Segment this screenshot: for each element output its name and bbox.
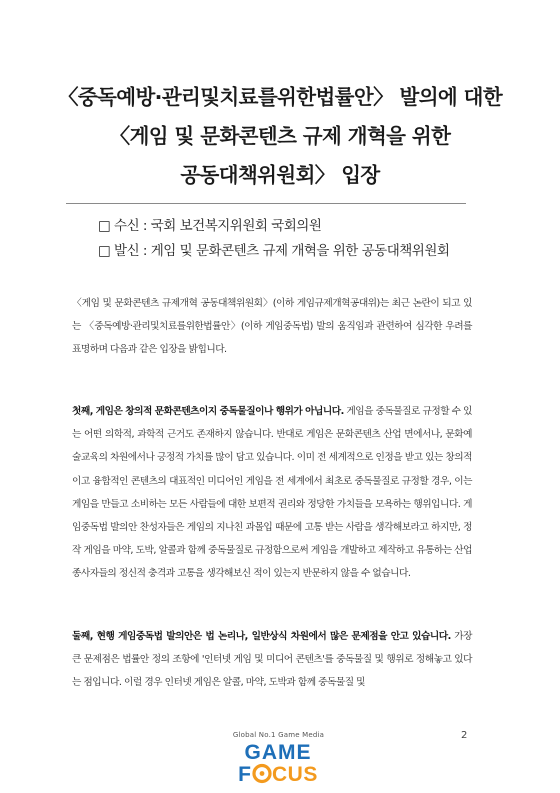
game-focus-logo bbox=[211, 731, 346, 783]
title-line-2: 〈게임 및 문화콘텐츠 규제 개혁을 위한 bbox=[109, 124, 451, 148]
title-line-1: 〈중독예방·관리및치료를위한법률안〉 발의에 대한 bbox=[57, 85, 503, 109]
title-line-3: 공동대책위원회〉 입장 bbox=[180, 163, 380, 187]
page-number: 2 bbox=[461, 730, 468, 741]
second-point-paragraph bbox=[72, 625, 472, 695]
logo-wordmark bbox=[211, 737, 346, 785]
logo-word-focus-rest: CUS bbox=[272, 763, 318, 785]
recipient-line: □ 수신 : 국회 보건복지위원회 국회의원 bbox=[98, 218, 322, 234]
address-block bbox=[98, 214, 449, 264]
logo-lens-center-icon bbox=[260, 771, 265, 776]
intro-paragraph: 〈게임 및 문화콘텐츠 규제개혁 공동대책위원회〉(이하 게임규제개혁공대위)는 최근 논란이 되고 있는 〈중독예방·관리및치료를위한법률안〉(이하 게임중독법) 발의 움직임과 관련하여 심각한 우려를 표명하며 다음과 같은 입장을 밝힙니다. bbox=[72, 298, 472, 356]
first-point-paragraph bbox=[72, 400, 472, 586]
logo-word-game: GAME bbox=[244, 741, 312, 764]
sender-line: □ 발신 : 게임 및 문화콘텐츠 규제 개혁을 위한 공동대책위원회 bbox=[98, 243, 450, 259]
logo-tagline: Global No.1 Game Media bbox=[232, 731, 325, 739]
second-point-heading: 둘째, 현행 게임중독법 발의안은 법 논리나, 일반상식 차원에서 많은 문제점을 안고 있습니다. bbox=[72, 631, 451, 642]
first-point-text: 게임을 중독물질로 규정할 수 있는 어떤 의학적, 과학적 근거도 존재하지 않습니다. 반대로 게임은 문화콘텐츠 산업 면에서나, 문화예술교육의 차원에서나 긍정적 가치를 많이 담고 있습니다. 이미 전 세계적으로 인정을 받고 있는 창의적이고 융합적인 콘텐츠의 대표적인 미디어인 게임을 전 세계에서 최초로 중독물질로 규정할 경우, 이는 게임을 만들고 소비하는 모든 사람들에 대한 보편적 권리와 정당한 가치들을 모욕하는 행위입니다. 게임중독법 발의안 찬성자들은 게임의 지나친 과몰입 때문에 고통 받는 사람을 생각해보라고 하지만, 정작 게임을 마약, 도박, 알콜과 함께 중독물질로 규정함으로써 게임을 개발하고 제작하고 유통하는 산업 종사자들의 정신적 충격과 고통을 생각해보신 적이 있는지 반문하지 않을 수 없습니다. bbox=[72, 406, 472, 580]
title-divider bbox=[66, 203, 466, 204]
first-point-heading: 첫째, 게임은 창의적 문화콘텐츠이지 중독물질이나 행위가 아닙니다. bbox=[72, 406, 344, 417]
second-point-text: 가장 큰 문제점은 법률안 정의 조항에 '인터넷 게임 및 미디어 콘텐츠'를 중독물질 및 행위로 정해놓고 있다는 점입니다. 이럴 경우 인터넷 게임은 알콜, 마약, 도박과 함께 중독물질 및 bbox=[72, 631, 473, 689]
document-title bbox=[0, 78, 560, 195]
logo-word-focus-f: F bbox=[238, 763, 251, 785]
